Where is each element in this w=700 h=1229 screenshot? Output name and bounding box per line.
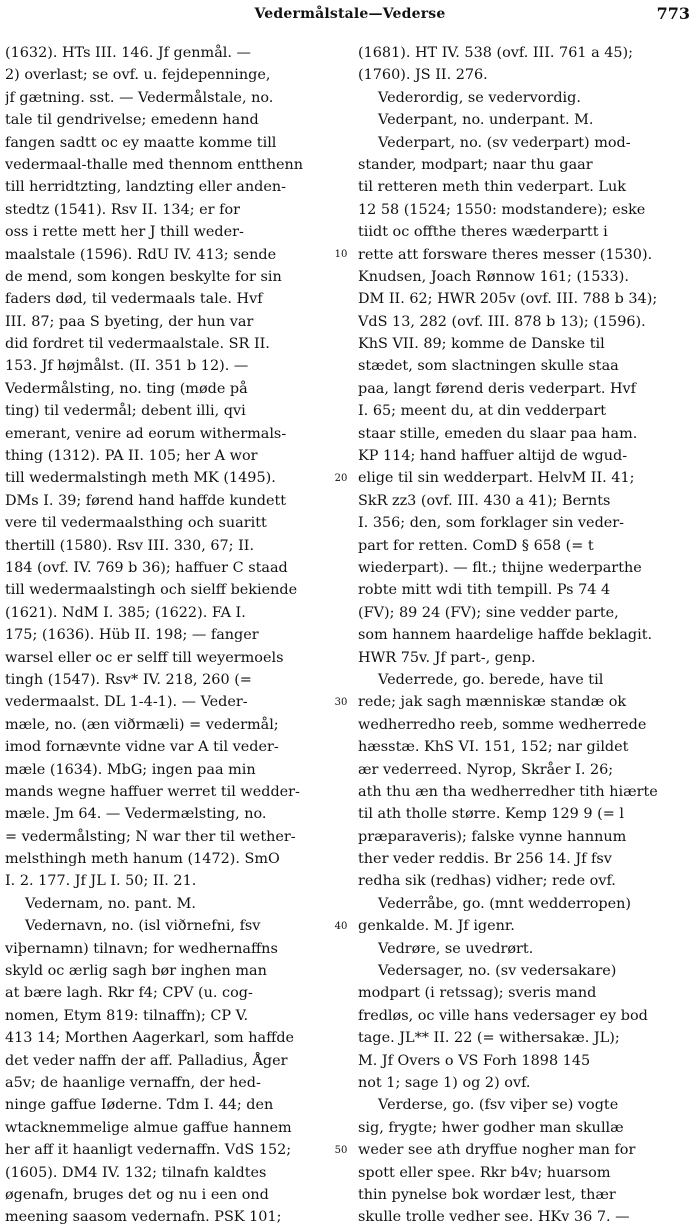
text-line: 2) overlast; se ovf. u. fejdepenninge, — [5, 67, 271, 84]
text-line: emerant, venire ad eorum withermals- — [5, 425, 287, 442]
text-line: mæle, no. (æn viðrmæli) = vedermål; — [5, 716, 279, 733]
text-line: præparaveris); falske vynne hannum — [358, 828, 627, 845]
text-line: did fordret til vedermaalstale. SR II. — [5, 336, 270, 353]
text-line: Vedernam, no. pant. M. — [25, 895, 196, 912]
text-line: (1605). DM4 IV. 132; tilnafn kaldtes — [5, 1164, 267, 1181]
right-column — [358, 42, 688, 1229]
text-line: genkalde. M. Jf igenr. — [358, 918, 515, 935]
text-line: Vedermålsting, no. ting (møde på — [5, 380, 248, 397]
text-line: vedermaalst. DL 1-4-1). — Veder- — [5, 694, 248, 711]
text-line: weder see ath dryffue nogher man for — [358, 1142, 636, 1159]
running-title: Vedermålstale—Vederse — [254, 6, 446, 22]
text-line: 184 (ovf. IV. 769 b 36); haffuer C staad — [5, 559, 288, 576]
text-line: I. 65; meent du, at din vedderpart — [358, 403, 607, 420]
text-line: jf gætning. sst. — Vedermålstale, no. — [5, 89, 274, 106]
text-line: Vederråbe, go. (mnt wedderropen) — [378, 895, 631, 912]
text-line: tingh (1547). Rsv* IV. 218, 260 (= — [5, 671, 252, 688]
text-line: elige til sin wedderpart. HelvM II. 41; — [358, 470, 635, 487]
text-line: till herridtzting, landzting eller anden- — [5, 179, 286, 196]
text-line: oss i rette mett her J thill weder- — [5, 224, 244, 241]
text-line: (FV); 89 24 (FV); sine vedder parte, — [358, 604, 619, 621]
page-number: 773 — [656, 4, 690, 23]
text-line: tiidt oc offthe theres wæderpartt i — [358, 224, 608, 241]
text-line: ther veder reddis. Br 256 14. Jf fsv — [358, 851, 612, 868]
text-line: (1621). NdM I. 385; (1622). FA I. — [5, 604, 246, 621]
text-line: DMs I. 39; førend hand haffde kundett — [5, 492, 287, 509]
text-line: skulle trolle vedher see. HKv 36 7. — — [358, 1209, 630, 1226]
text-line: stedtz (1541). Rsv II. 134; er for — [5, 201, 241, 218]
text-line: till wedermalstingh meth MK (1495). — [5, 470, 276, 487]
text-line: til ath tholle større. Kemp 129 9 (= l — [358, 806, 624, 823]
line-number: 10 — [334, 248, 348, 260]
text-line: spott eller spee. Rkr b4v; huarsom — [358, 1164, 611, 1181]
text-line: hæsstæ. KhS VI. 151, 152; nar gildet — [358, 739, 629, 756]
text-line: vere til vedermaalsthing och suaritt — [5, 515, 267, 532]
text-line: 413 14; Morthen Aagerkarl, som haffde — [5, 1030, 295, 1047]
text-line: (1760). JS II. 276. — [358, 67, 488, 84]
text-line: wiederpart). — flt.; thijne wederparthe — [358, 559, 642, 576]
text-line: I. 356; den, som forklager sin veder- — [358, 515, 625, 532]
text-line: tage. JL** II. 22 (= withersakæ. JL); — [358, 1030, 620, 1047]
text-line: fredløs, oc ville hans vedersager ey bod — [358, 1007, 648, 1024]
text-line: warsel eller oc er selff till weyermoels — [5, 649, 284, 666]
text-line: ninge gaffue Iøderne. Tdm I. 44; den — [5, 1097, 274, 1114]
text-line: 153. Jf højmålst. (II. 351 b 12). — — [5, 358, 249, 375]
text-line: 175; (1636). Hüb II. 198; — fanger — [5, 627, 259, 644]
text-line: Vederordig, se vedervordig. — [378, 89, 581, 106]
text-line: som hannem haardelige haffde beklagit. — [358, 627, 653, 644]
text-line: part for retten. ComD § 658 (= t — [358, 537, 594, 554]
text-line: 12 58 (1524; 1550: modstandere); eske — [358, 201, 646, 218]
page-header — [0, 6, 700, 30]
text-line: til retteren meth thin vederpart. Luk — [358, 179, 626, 196]
text-line: SkR zz3 (ovf. III. 430 a 41); Bernts — [358, 492, 611, 509]
text-line: III. 87; paa S byeting, der hun var — [5, 313, 254, 330]
text-line: at bære lagh. Rkr f4; CPV (u. cog- — [5, 985, 253, 1002]
text-line: HWR 75v. Jf part-, genp. — [358, 649, 536, 666]
text-line: vedermaal-thalle med thennom entthenn — [5, 156, 304, 173]
text-line: Vederpart, no. (sv vederpart) mod- — [378, 134, 631, 151]
text-line: sig, frygte; hwer godher man skullæ — [358, 1119, 624, 1136]
text-line: KP 114; hand haffuer altijd de wgud- — [358, 448, 628, 465]
text-line: a5v; de haanlige vernaffn, der hed- — [5, 1074, 261, 1091]
text-line: rede; jak sagh mænniskæ standæ ok — [358, 694, 627, 711]
text-line: mæle. Jm 64. — Vedermælsting, no. — [5, 806, 267, 823]
text-line: Vederrede, go. berede, have til — [378, 671, 604, 688]
text-line: her aff it haanligt vedernaffn. VdS 152; — [5, 1142, 292, 1159]
text-line: wtacknemmelige almue gaffue hannem — [5, 1119, 292, 1136]
text-line: (1632). HTs III. 146. Jf genmål. — — [5, 45, 251, 61]
text-line: ær vederreed. Nyrop, Skråer I. 26; — [358, 761, 614, 778]
text-line: skyld oc ærlig sagh bør inghen man — [5, 963, 267, 980]
text-line: staar stille, emeden du slaar paa ham. — [358, 425, 638, 442]
text-line: stander, modpart; naar thu gaar — [358, 156, 593, 173]
text-line: VdS 13, 282 (ovf. III. 878 b 13); (1596). — [358, 313, 646, 330]
text-line: Vederpant, no. underpant. M. — [378, 112, 594, 129]
text-line: maalstale (1596). RdU IV. 413; sende — [5, 246, 277, 263]
text-line: faders død, til vedermaals tale. Hvf — [5, 291, 263, 308]
text-line: Vedernavn, no. (isl viðrnefni, fsv — [25, 918, 261, 935]
text-line: thing (1312). PA II. 105; her A wor — [5, 448, 258, 465]
text-line: Vedersager, no. (sv vedersakare) — [378, 963, 617, 980]
text-line: de mend, som kongen beskylte for sin — [5, 268, 282, 285]
text-line: viþernamn) tilnavn; for wedhernaffns — [5, 940, 278, 957]
text-line: øgenafn, bruges det og nu i een ond — [5, 1186, 269, 1203]
text-line: I. 2. 177. Jf JL I. 50; II. 21. — [5, 873, 197, 890]
text-line: ath thu æn tha wedherredher tith hiærte — [358, 783, 658, 800]
text-line: ting) til vedermål; debent illi, qvi — [5, 403, 246, 420]
text-line: = vedermålsting; N war ther til wether- — [5, 828, 296, 845]
text-line: Knudsen, Joach Rønnow 161; (1533). — [358, 268, 629, 285]
text-line: KhS VII. 89; komme de Danske til — [358, 336, 605, 353]
text-line: redha sik (redhas) vidher; rede ovf. — [358, 873, 616, 890]
text-line: M. Jf Overs o VS Forh 1898 145 — [358, 1052, 591, 1069]
line-number: 30 — [334, 696, 348, 708]
text-line: Verderse, go. (fsv viþer se) vogte — [378, 1097, 619, 1114]
text-line: rette att forsware theres messer (1530). — [358, 246, 653, 263]
text-line: thin pynelse bok wordær lest, thær — [358, 1186, 616, 1203]
text-line: nomen, Etym 819: tilnaffn); CP V. — [5, 1007, 249, 1024]
text-line: det veder naffn der aff. Palladius, Åger — [5, 1052, 288, 1069]
text-line: wedherredho reeb, somme wedherrede — [358, 716, 647, 733]
text-line: robte mitt wdi tith tempill. Ps 74 4 — [358, 582, 611, 599]
left-column — [5, 42, 331, 1229]
line-number: 20 — [334, 472, 348, 484]
text-line: mands wegne haffuer werret til wedder- — [5, 783, 300, 800]
line-number: 50 — [334, 1144, 348, 1156]
text-line: imod fornævnte vidne var A til veder- — [5, 739, 279, 756]
text-line: stædet, som slactningen skulle staa — [358, 358, 619, 375]
text-line: paa, langt førend deris vederpart. Hvf — [358, 380, 637, 397]
text-line: not 1; sage 1) og 2) ovf. — [358, 1074, 531, 1091]
text-line: thertill (1580). Rsv III. 330, 67; II. — [5, 537, 255, 554]
text-line: (1681). HT IV. 538 (ovf. III. 761 a 45); — [358, 45, 634, 61]
text-line: mæle (1634). MbG; ingen paa min — [5, 761, 256, 778]
text-line: Vedrøre, se uvedrørt. — [378, 940, 534, 957]
text-line: fangen sadtt oc ey maatte komme till — [5, 134, 277, 151]
text-line: meening saasom vedernafn. PSK 101; — [5, 1209, 282, 1226]
text-line: modpart (i retssag); sveris mand — [358, 985, 597, 1002]
text-line: DM II. 62; HWR 205v (ovf. III. 788 b 34); — [358, 291, 658, 308]
line-number: 40 — [334, 920, 348, 932]
text-line: melsthingh meth hanum (1472). SmO — [5, 851, 280, 868]
text-line: tale til gendrivelse; emedenn hand — [5, 112, 259, 129]
text-line: till wedermaalstingh och sielff bekiende — [5, 582, 298, 599]
